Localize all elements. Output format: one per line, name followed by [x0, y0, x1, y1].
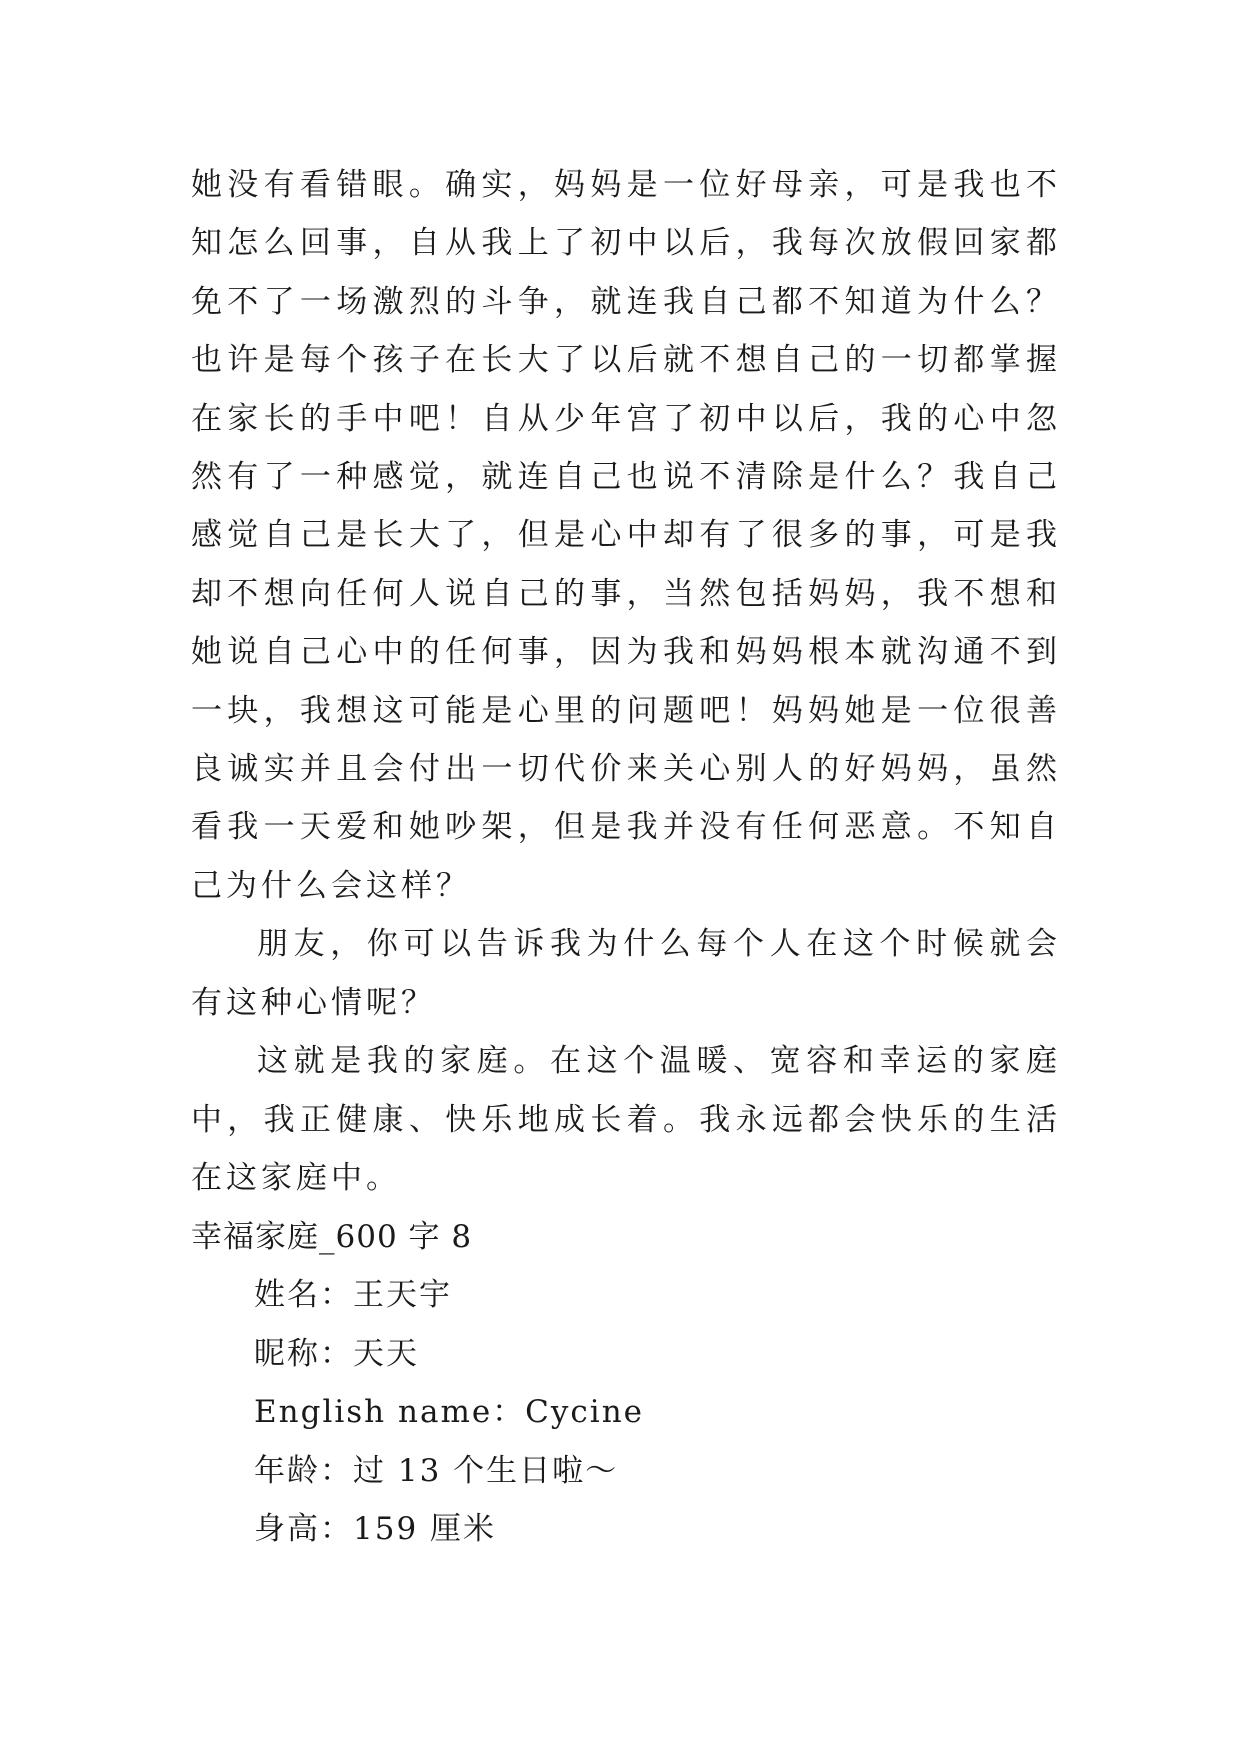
section-title: 幸福家庭_600 字 8 — [191, 1219, 473, 1255]
field-height: 身高：159 厘米 — [254, 1511, 497, 1548]
field-english-name: English name：Cycine — [254, 1394, 645, 1431]
paragraph-2: 朋友，你可以告诉我为什么每个人在这个时候就会有这种心情呢？ — [191, 926, 1061, 1021]
paragraph-3: 这就是我的家庭。在这个温暖、宽容和幸运的家庭中，我正健康、快乐地成长着。我永远都会快乐的生活在这家庭中。 — [191, 1043, 1061, 1196]
field-nickname: 昵称：天天 — [254, 1335, 419, 1372]
paragraph-1: 她没有看错眼。确实，妈妈是一位好母亲，可是我也不知怎么回事，自从我上了初中以后，我每次放假回家都免不了一场激烈的斗争，就连我自己都不知道为什么？也许是每个孩子在长大了以后就不想自己的一切都掌握在家长的手中吧！自从少年宫了初中以后，我的心中忽然有了一种感觉，就连自己也说不清除是什么？我自己感觉自己是长大了，但是心中却有了很多的事，可是我却不想向任何人说自己的事，当然包括妈妈，我不想和她说自己心中的任何事，因为我和妈妈根本就沟通不到一块，我想这可能是心里的问题吧！妈妈她是一位很善良诚实并且会付出一切代价来关心别人的好妈妈，虽然看我一天爱和她吵架，但是我并没有任何恶意。不知自己为什么会这样？ — [191, 167, 1061, 904]
field-age: 年龄：过 13 个生日啦～ — [254, 1452, 619, 1489]
field-name: 姓名：王天宇 — [254, 1277, 452, 1314]
essay-body — [191, 156, 1061, 1207]
profile-section — [191, 1208, 1061, 1558]
